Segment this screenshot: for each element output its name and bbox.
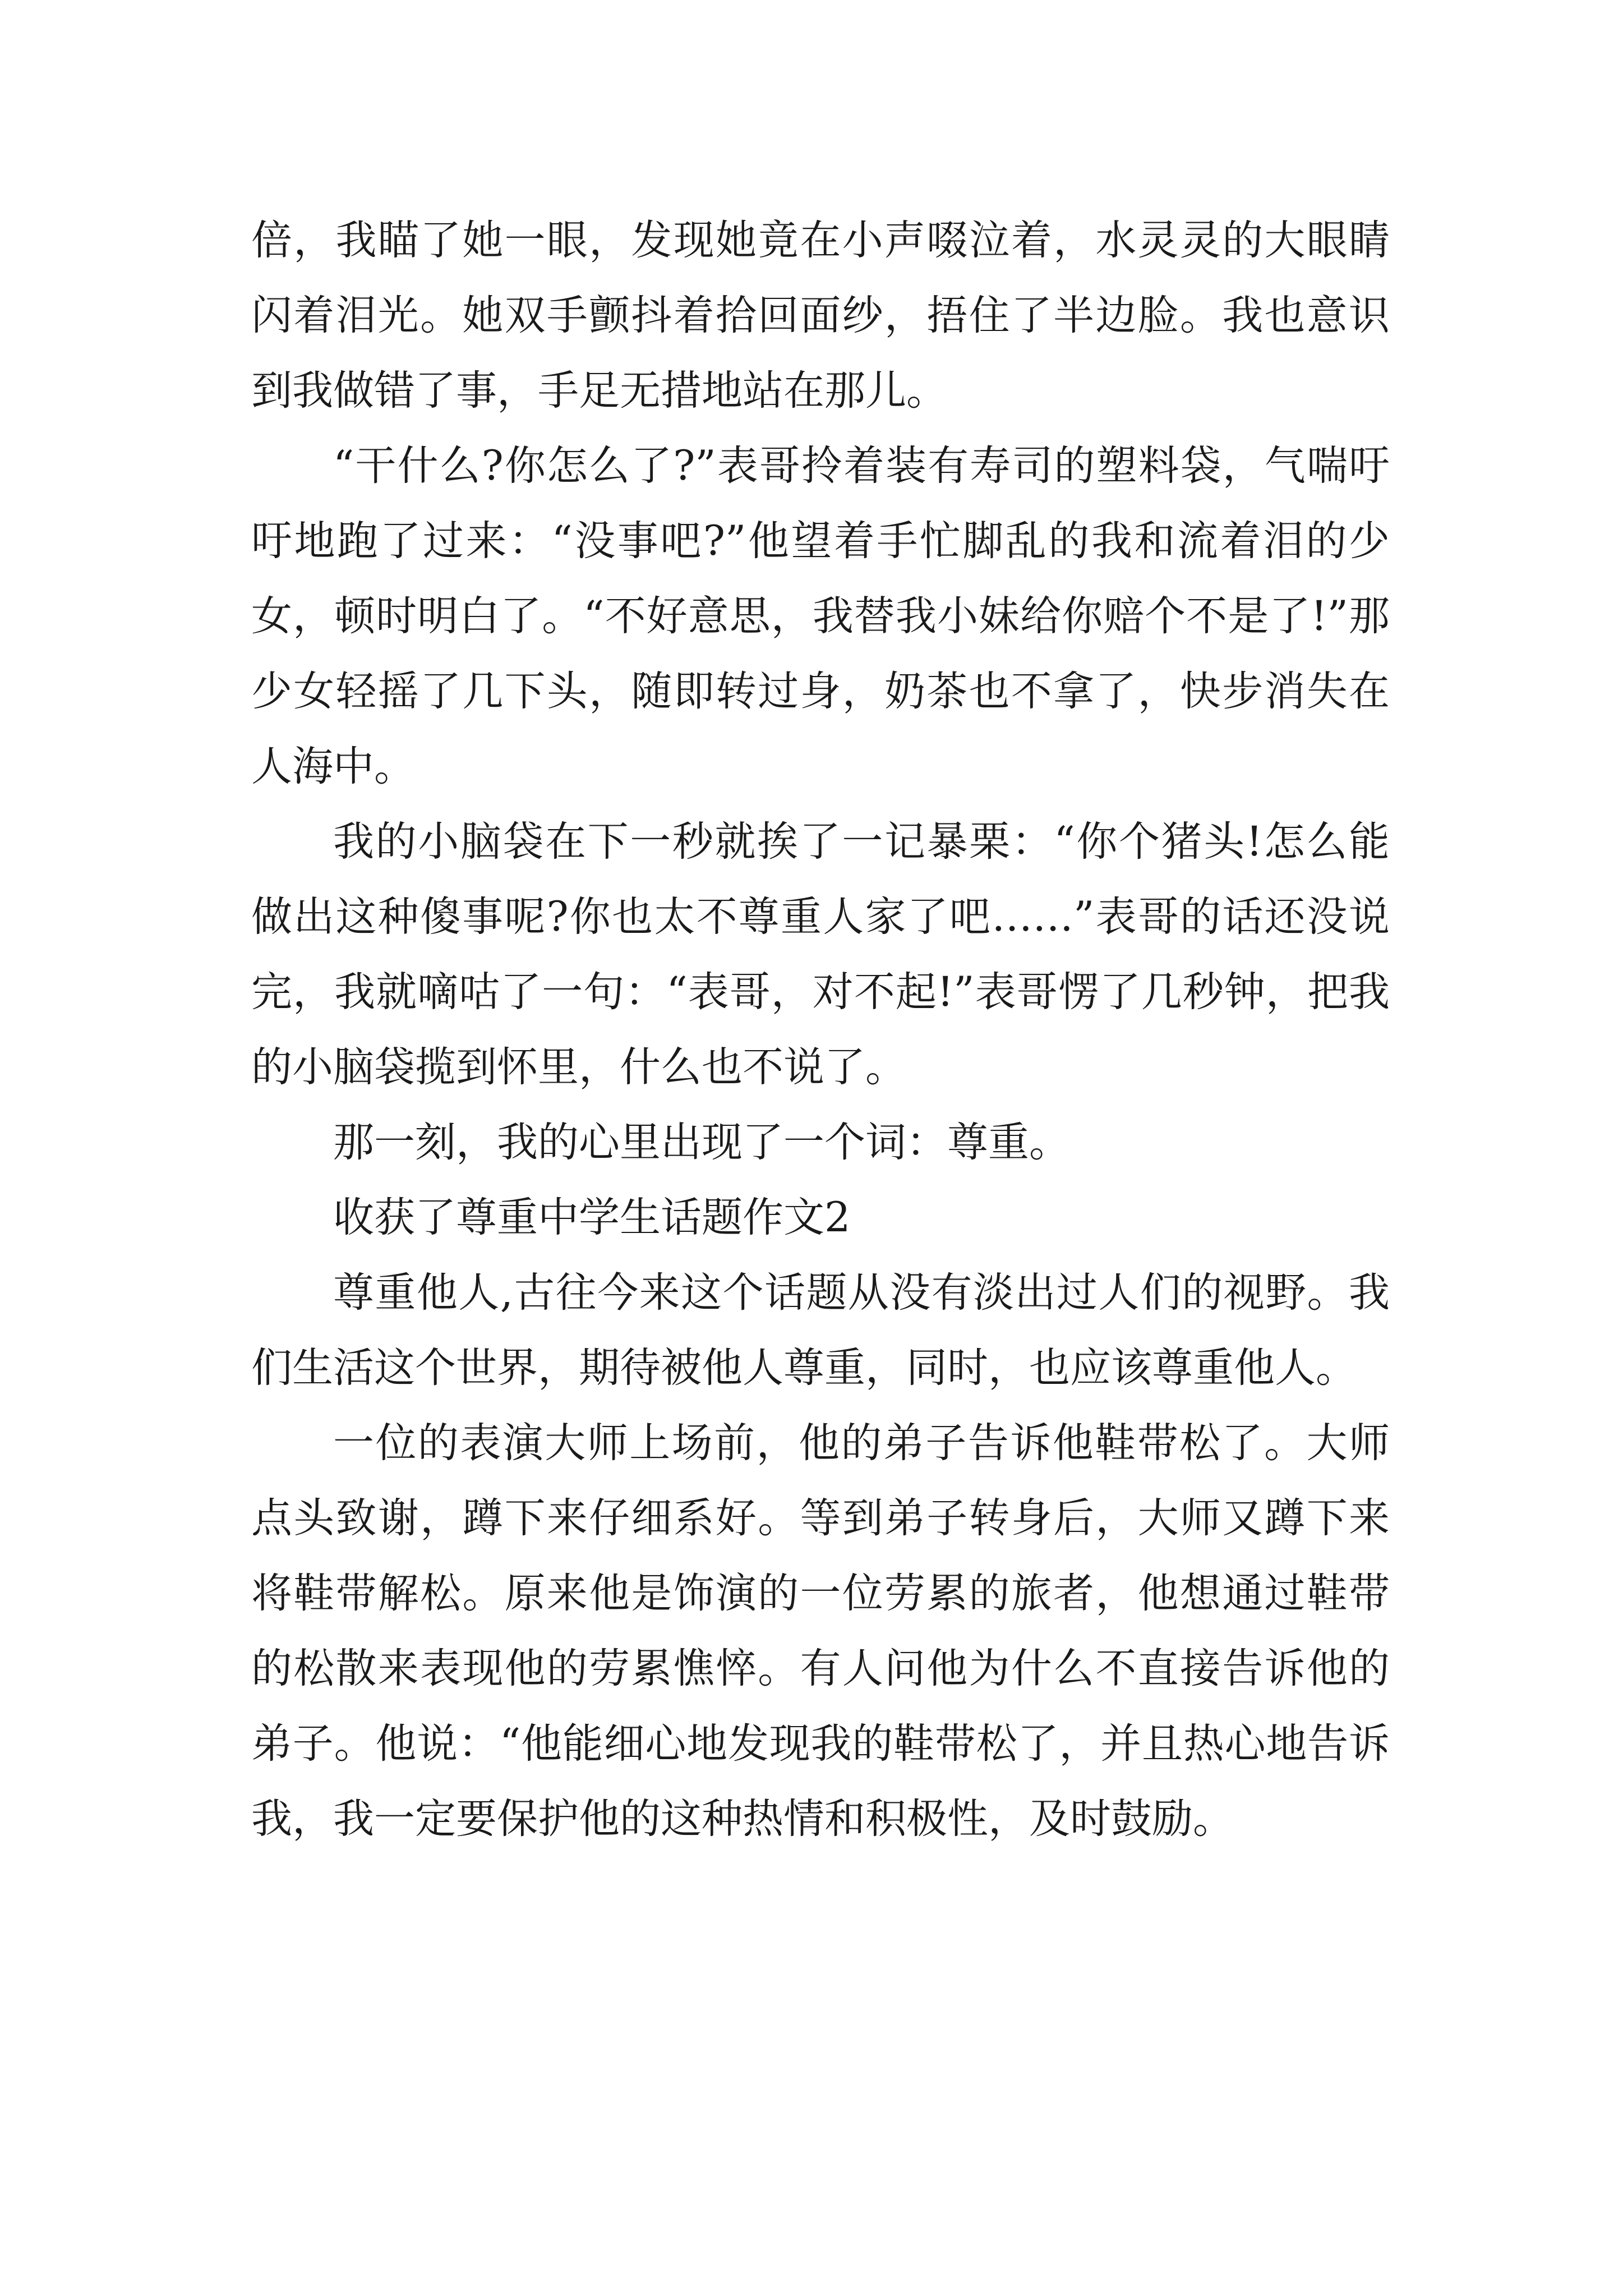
paragraph-5: 尊重他人,古往今来这个话题从没有淡出过人们的视野。我们生活这个世界，期待被他人尊重，同时，也应该尊重他人。 (251, 1269, 1390, 1392)
paragraph-1: 倍，我瞄了她一眼，发现她竟在小声啜泣着，水灵灵的大眼睛闪着泪光。她双手颤抖着拾回面纱，捂住了半边脸。我也意识到我做错了事，手足无措地站在那儿。 (251, 217, 1390, 415)
paragraph-2: “干什么?你怎么了?”表哥拎着装有寿司的塑料袋，气喘吁吁地跑了过来：“没事吧?”他望着手忙脚乱的我和流着泪的少女，顿时明白了。“不好意思，我替我小妹给你赔个不是了!”那少女轻摇了几下头，随即转过身，奶茶也不拿了，快步消失在人海中。 (251, 442, 1390, 790)
paragraph-3: 我的小脑袋在下一秒就挨了一记暴栗：“你个猪头!怎么能做出这种傻事呢?你也太不尊重人家了吧……”表哥的话还没说完，我就嘀咕了一句：“表哥，对不起!”表哥愣了几秒钟，把我的小脑袋揽到怀里，什么也不说了。 (251, 818, 1390, 1091)
section-heading: 收获了尊重中学生话题作文2 (333, 1194, 851, 1241)
paragraph-4: 那一刻，我的心里出现了一个词：尊重。 (333, 1119, 1070, 1166)
paragraph-6: 一位的表演大师上场前，他的弟子告诉他鞋带松了。大师点头致谢，蹲下来仔细系好。等到弟子转身后，大师又蹲下来将鞋带解松。原来他是饰演的一位劳累的旅者，他想通过鞋带的松散来表现他的劳累憔悴。有人问他为什么不直接告诉他的弟子。他说：“他能细心地发现我的鞋带松了，并且热心地告诉我，我一定要保护他的这种热情和积极性，及时鼓励。 (251, 1419, 1390, 1843)
document-body (251, 203, 1390, 1857)
